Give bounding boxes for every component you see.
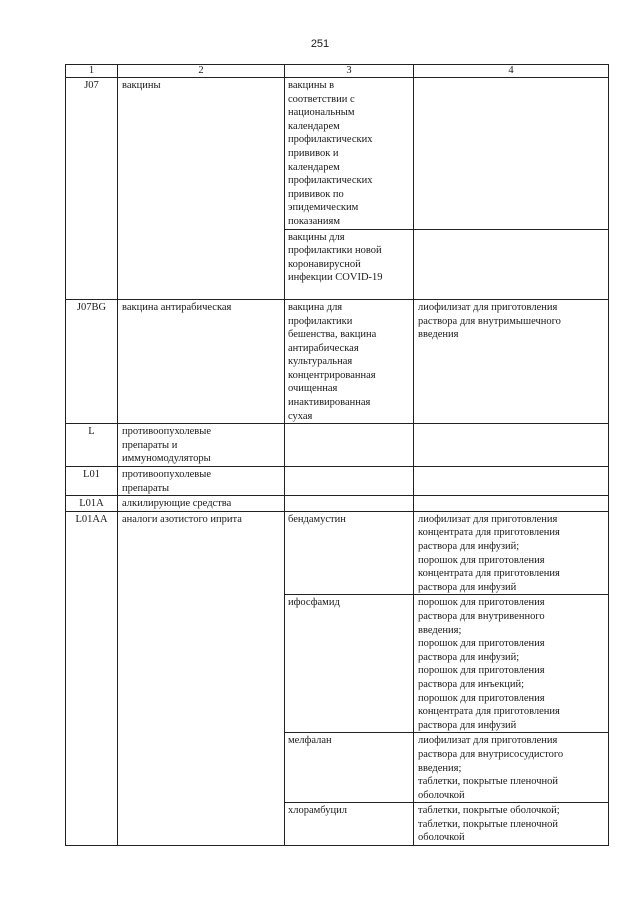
drug-name-cell: вакцины для профилактики новой коронавирусной инфекции COVID-19 xyxy=(285,229,414,299)
header-col-3: 3 xyxy=(285,65,414,78)
atc-code-cell: L01 xyxy=(66,467,118,496)
dosage-form-cell: лиофилизат для приготовления раствора для внутрисосудистого введения; таблетки, покрытые пленочной оболочкой xyxy=(414,733,609,803)
group-name-cell: противоопухолевые препараты xyxy=(118,467,285,496)
header-col-4: 4 xyxy=(414,65,609,78)
drug-name-cell: мелфалан xyxy=(285,733,414,803)
dosage-form-cell: порошок для приготовления раствора для внутривенного введения; порошок для приготовления раствора для инфузий; порошок для приготовления раствора для инъекций; порошок для приготовления концентрата для приготовления раствора для инфузий xyxy=(414,595,609,733)
dosage-form-cell xyxy=(414,496,609,512)
dosage-form-cell xyxy=(414,467,609,496)
header-row xyxy=(66,65,609,78)
atc-code-cell: L01A xyxy=(66,496,118,512)
atc-code-cell: L xyxy=(66,424,118,467)
table-row xyxy=(66,467,609,496)
atc-code-cell: J07BG xyxy=(66,299,118,423)
group-name-cell: вакцина антирабическая xyxy=(118,299,285,423)
dosage-form-cell xyxy=(414,229,609,299)
table-row xyxy=(66,511,609,595)
group-name-cell: противоопухолевые препараты и иммуномодуляторы xyxy=(118,424,285,467)
dosage-form-cell: лиофилизат для приготовления раствора для внутримышечного введения xyxy=(414,299,609,423)
drug-name-cell: ифосфамид xyxy=(285,595,414,733)
drug-name-cell: хлорамбуцил xyxy=(285,803,414,846)
drug-name-cell: бендамустин xyxy=(285,511,414,595)
dosage-form-cell: лиофилизат для приготовления концентрата для приготовления раствора для инфузий; порошок для приготовления концентрата для приготовления раствора для инфузий xyxy=(414,511,609,595)
header-col-2: 2 xyxy=(118,65,285,78)
drug-name-cell xyxy=(285,467,414,496)
dosage-form-cell: таблетки, покрытые оболочкой; таблетки, покрытые пленочной оболочкой xyxy=(414,803,609,846)
atc-code-cell: L01AA xyxy=(66,511,118,845)
table-row xyxy=(66,299,609,423)
drug-name-cell xyxy=(285,424,414,467)
header-col-1: 1 xyxy=(66,65,118,78)
group-name-cell: вакцины xyxy=(118,78,285,300)
table-row xyxy=(66,424,609,467)
group-name-cell: аналоги азотистого иприта xyxy=(118,511,285,845)
drug-name-cell: вакцина для профилактики бешенства, вакцина антирабическая культуральная концентрированная очищенная инактивированная сухая xyxy=(285,299,414,423)
page-number: 251 xyxy=(310,38,330,50)
dosage-form-cell xyxy=(414,78,609,230)
atc-code-cell: J07 xyxy=(66,78,118,300)
table-row xyxy=(66,496,609,512)
group-name-cell: алкилирующие средства xyxy=(118,496,285,512)
dosage-form-cell xyxy=(414,424,609,467)
drug-name-cell: вакцины в соответствии с национальным календарем профилактических прививок и календарем профилактических прививок по эпидемическим показаниям xyxy=(285,78,414,230)
drug-name-cell xyxy=(285,496,414,512)
drug-table xyxy=(65,64,609,846)
table-row xyxy=(66,78,609,230)
